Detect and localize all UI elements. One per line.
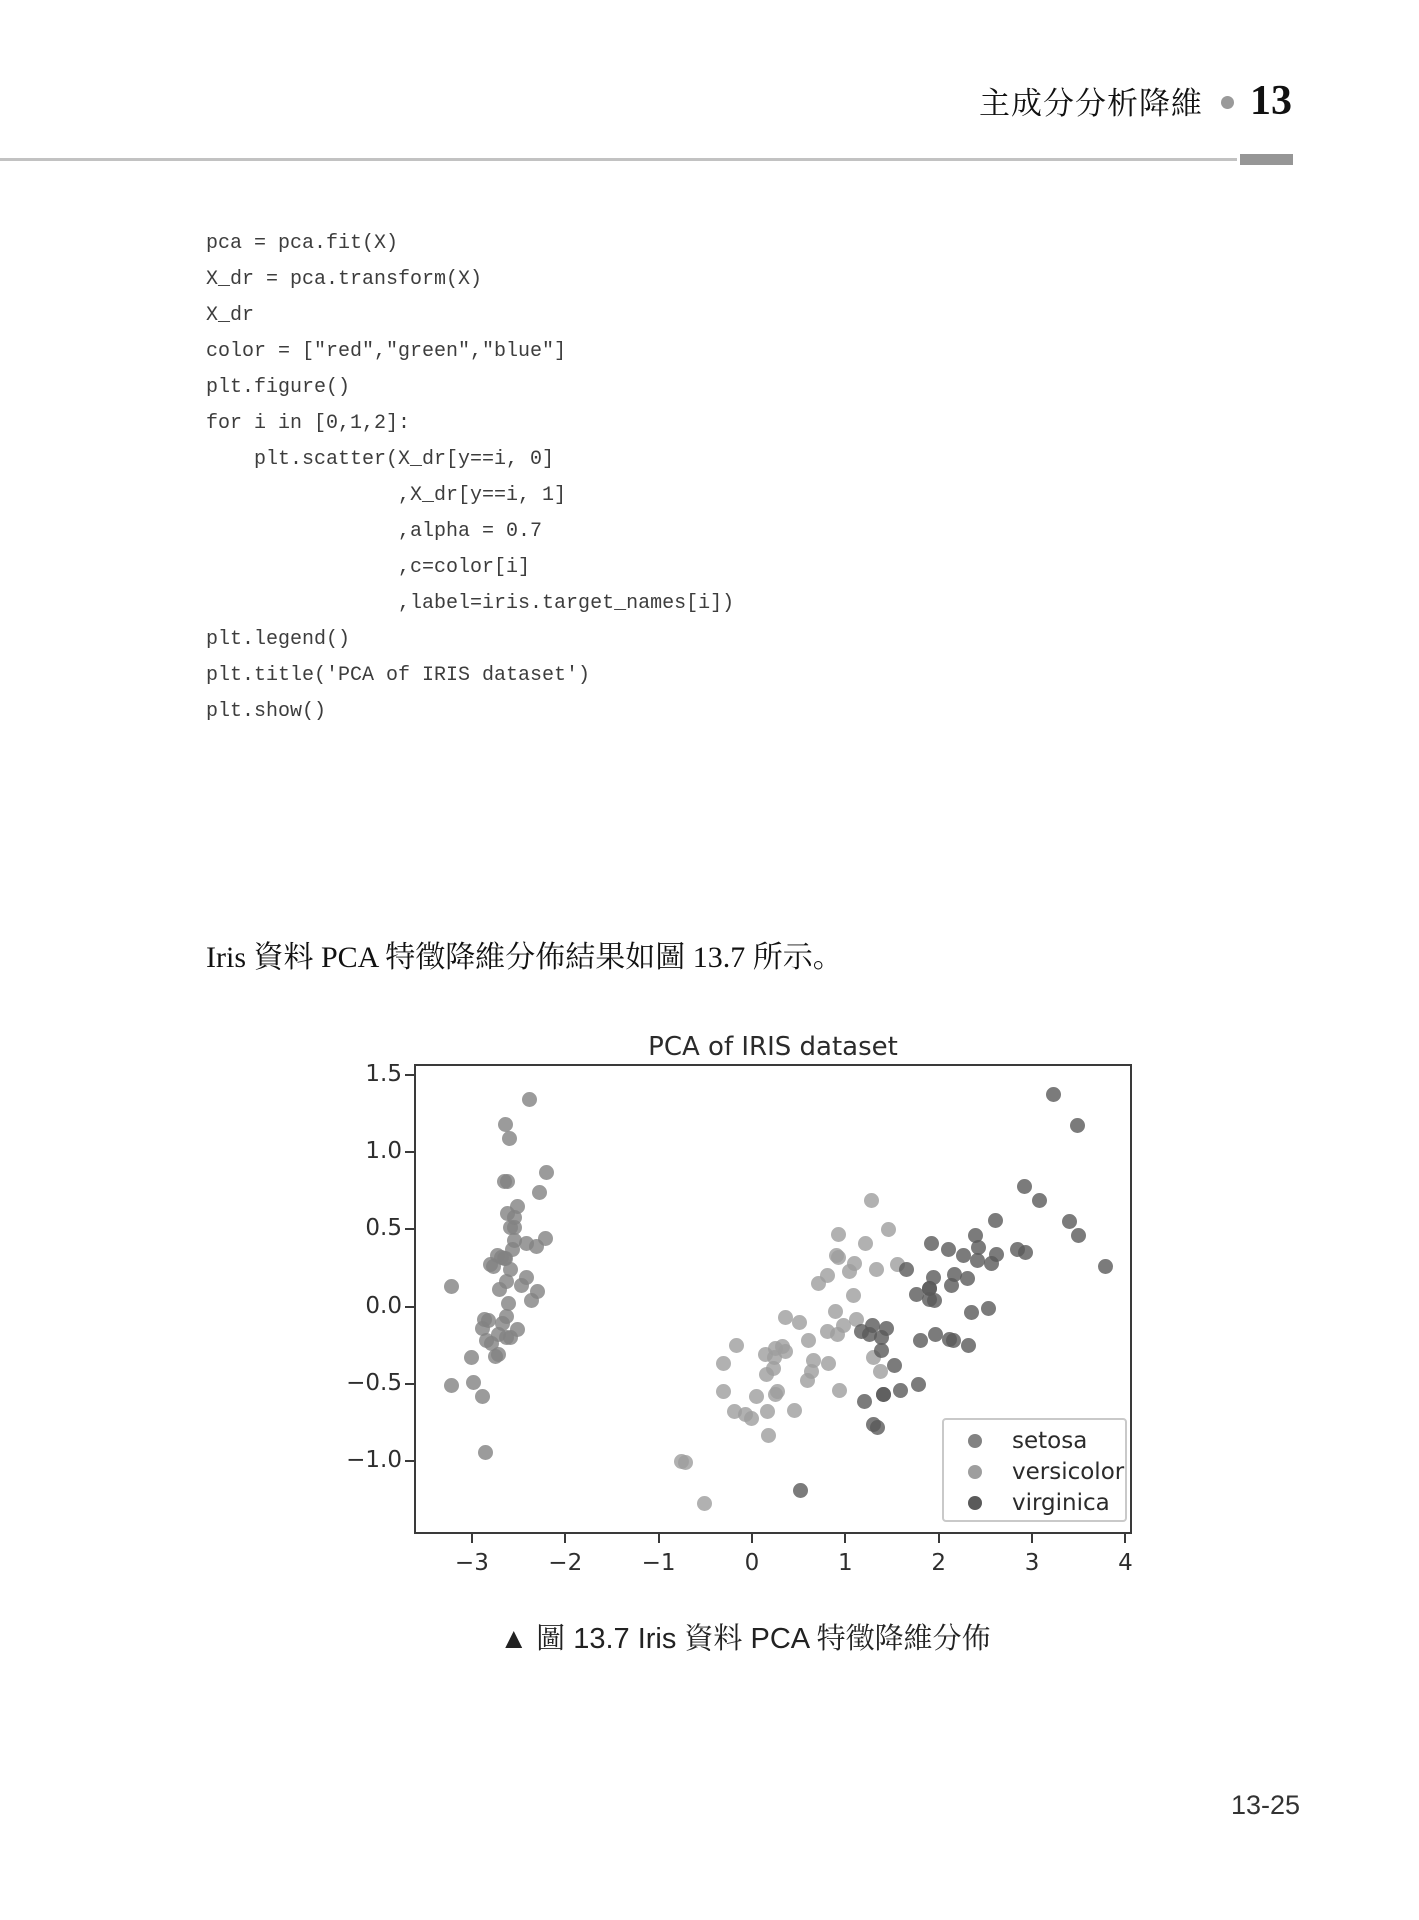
scatter-point-virginica (944, 1278, 959, 1293)
figure-caption: ▲ 圖 13.7 Iris 資料 PCA 特徵降維分佈 (499, 1623, 991, 1655)
scatter-point-virginica (924, 1236, 939, 1251)
code-line: plt.legend() (206, 628, 351, 651)
scatter-point-virginica (968, 1228, 983, 1243)
scatter-point-setosa (507, 1210, 522, 1225)
scatter-point-virginica (1010, 1242, 1025, 1257)
code-line: plt.title('PCA of IRIS dataset') (206, 664, 591, 687)
y-axis-tick (405, 1383, 414, 1385)
header-rule-accent (1240, 154, 1293, 165)
x-axis-tick (751, 1534, 753, 1543)
code-line: color = ["red","green","blue"] (206, 340, 567, 363)
code-line: ,label=iris.target_names[i]) (206, 592, 735, 615)
scatter-point-virginica (961, 1338, 976, 1353)
code-line: ,X_dr[y==i, 1] (206, 484, 567, 507)
chapter-number: 13 (1250, 77, 1292, 124)
x-axis-tick (564, 1534, 566, 1543)
legend-item (944, 1487, 1125, 1518)
scatter-point-setosa (502, 1131, 517, 1146)
body-paragraph: Iris 資料 PCA 特徵降維分佈結果如圖 13.7 所示。 (206, 941, 843, 974)
scatter-point-setosa (477, 1312, 492, 1327)
x-axis-tick-label: 3 (1024, 1550, 1040, 1576)
scatter-point-versicolor (749, 1389, 764, 1404)
scatter-point-versicolor (828, 1304, 843, 1319)
legend-item (944, 1456, 1125, 1487)
scatter-point-virginica (1017, 1179, 1032, 1194)
scatter-point-versicolor (801, 1333, 816, 1348)
code-line: ,c=color[i] (206, 556, 531, 579)
x-axis-tick-label: −1 (641, 1550, 676, 1576)
code-block (206, 226, 734, 730)
scatter-point-virginica (857, 1394, 872, 1409)
scatter-point-versicolor (697, 1496, 712, 1511)
x-axis-tick-label: 2 (931, 1550, 947, 1576)
code-line: X_dr (206, 304, 255, 327)
y-axis-tick (405, 1228, 414, 1230)
scatter-point-setosa (478, 1445, 493, 1460)
scatter-point-setosa (444, 1378, 459, 1393)
scatter-point-setosa (491, 1347, 506, 1362)
scatter-point-versicolor (831, 1227, 846, 1242)
legend-marker-icon (968, 1465, 982, 1479)
code-line: plt.show() (206, 700, 327, 723)
y-axis-tick-label: 1.5 (365, 1060, 402, 1087)
scatter-point-versicolor (832, 1383, 847, 1398)
scatter-point-versicolor (820, 1324, 835, 1339)
code-line: pca = pca.fit(X) (206, 232, 399, 255)
scatter-figure (340, 1030, 1150, 1610)
scatter-point-setosa (503, 1330, 518, 1345)
scatter-point-versicolor (729, 1338, 744, 1353)
scatter-point-setosa (499, 1309, 514, 1324)
y-axis-tick-label: −1.0 (346, 1447, 402, 1474)
code-line: plt.scatter(X_dr[y==i, 0] (206, 448, 555, 471)
x-axis-tick-label: 1 (838, 1550, 853, 1576)
scatter-point-versicolor (761, 1428, 776, 1443)
y-axis-tick (405, 1460, 414, 1462)
scatter-point-virginica (984, 1256, 999, 1271)
scatter-point-versicolor (716, 1384, 731, 1399)
scatter-point-setosa (503, 1262, 518, 1277)
scatter-point-setosa (539, 1165, 554, 1180)
code-line: for i in [0,1,2]: (206, 412, 411, 435)
x-axis-tick (471, 1534, 473, 1543)
scatter-point-setosa (498, 1117, 513, 1132)
header-rule (0, 158, 1237, 161)
scatter-point-setosa (486, 1259, 501, 1274)
code-line: ,alpha = 0.7 (206, 520, 543, 543)
scatter-point-virginica (874, 1343, 889, 1358)
scatter-point-virginica (866, 1417, 881, 1432)
scatter-point-versicolor (716, 1356, 731, 1371)
y-axis-tick-label: −0.5 (346, 1370, 402, 1397)
chapter-title: 主成分分析降維 (979, 86, 1203, 121)
scatter-point-versicolor (800, 1373, 815, 1388)
scatter-point-setosa (475, 1389, 490, 1404)
chart-legend (942, 1418, 1127, 1522)
scatter-point-virginica (911, 1377, 926, 1392)
y-axis-tick (405, 1151, 414, 1153)
scatter-point-versicolor (864, 1193, 879, 1208)
legend-label: versicolor (1012, 1458, 1125, 1485)
scatter-point-versicolor (829, 1248, 844, 1263)
scatter-point-virginica (981, 1301, 996, 1316)
legend-marker-icon (968, 1496, 982, 1510)
x-axis-tick-label: −3 (454, 1550, 489, 1576)
x-axis-tick-label: −2 (548, 1550, 583, 1576)
scatter-point-virginica (1032, 1193, 1047, 1208)
x-axis-tick (658, 1534, 660, 1543)
bullet-icon (1221, 96, 1234, 109)
y-axis-tick-label: 0.5 (365, 1215, 402, 1242)
scatter-point-versicolor (881, 1222, 896, 1237)
legend-label: setosa (1012, 1427, 1088, 1454)
scatter-point-virginica (913, 1333, 928, 1348)
x-axis-tick (1124, 1534, 1126, 1543)
scatter-point-virginica (922, 1281, 937, 1296)
y-axis-tick (405, 1306, 414, 1308)
scatter-point-versicolor (869, 1262, 884, 1277)
scatter-point-virginica (854, 1324, 869, 1339)
scatter-point-setosa (444, 1279, 459, 1294)
scatter-point-versicolor (842, 1264, 857, 1279)
scatter-point-virginica (879, 1321, 894, 1336)
scatter-point-virginica (893, 1383, 908, 1398)
chart-title: PCA of IRIS dataset (648, 1032, 898, 1062)
legend-item (944, 1425, 1125, 1456)
x-axis-tick-label: 4 (1118, 1550, 1133, 1576)
legend-marker-icon (968, 1434, 982, 1448)
x-axis-tick (844, 1534, 846, 1543)
y-axis-tick-label: 0.0 (365, 1292, 402, 1319)
scatter-point-virginica (988, 1213, 1003, 1228)
y-axis-tick (405, 1074, 414, 1076)
x-axis-tick (938, 1534, 940, 1543)
legend-label: virginica (1012, 1489, 1110, 1516)
scatter-point-setosa (497, 1174, 512, 1189)
page-number: 13-25 (1230, 1790, 1300, 1820)
page-header (979, 78, 1292, 123)
code-line: plt.figure() (206, 376, 351, 399)
code-line: X_dr = pca.transform(X) (206, 268, 483, 291)
x-axis-tick (1031, 1534, 1033, 1543)
scatter-point-setosa (532, 1185, 547, 1200)
scatter-point-versicolor (792, 1315, 807, 1330)
y-axis-tick-label: 1.0 (365, 1138, 402, 1165)
x-axis-tick-label: 0 (744, 1550, 760, 1576)
